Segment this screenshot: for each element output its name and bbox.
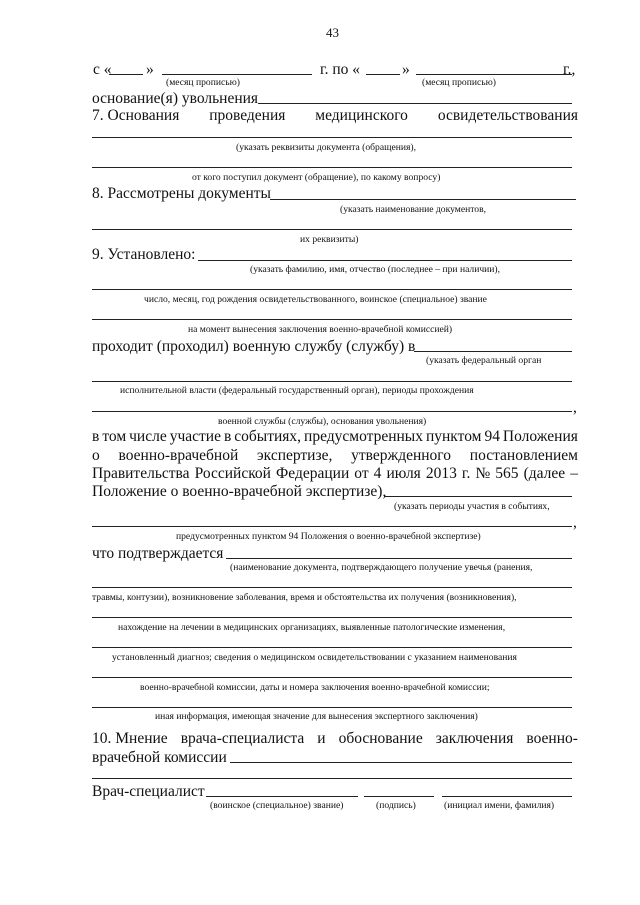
word: утвержденного	[351, 447, 452, 464]
section-10-word: военно-	[526, 730, 578, 747]
word: 2013	[425, 465, 457, 482]
word: Правительства	[92, 465, 190, 482]
hint-month-right: (месяц прописью)	[422, 77, 496, 88]
section-7-hint-2: от кого поступил документ (обращение), по какому вопросу)	[192, 172, 441, 183]
section-9-line-6	[92, 526, 572, 527]
section-9-hint-2: число, месяц, год рождения освидетельствованного, воинское (специальное) звание	[144, 294, 487, 305]
day-blank-2	[366, 74, 400, 75]
section-9-hint-14: иная информация, имеющая значение для вынесения экспертного заключения)	[155, 711, 478, 722]
period-from-close: »	[146, 61, 154, 78]
dismissal-basis-line	[258, 103, 572, 104]
section-8-hint-2: их реквизиты)	[300, 234, 359, 245]
section-9-line-8	[92, 617, 572, 618]
word: пунктом	[425, 428, 482, 445]
section-9-hint-5: исполнительной власти (федеральный государственный орган), периоды прохождения	[120, 385, 474, 396]
word: в	[92, 428, 100, 445]
hint-sign: (подпись)	[376, 800, 416, 811]
word: Федерации	[276, 465, 350, 482]
section-9-hint-10: травмы, контузии), возникновение заболевания, время и обстоятельства их получения (возникновения),	[92, 592, 517, 603]
section-9-line-4	[92, 381, 572, 382]
section-9-hint-12: установленный диагноз; сведения о медицинском освидетельствовании с указанием наименования	[112, 652, 517, 663]
word: участие	[169, 428, 221, 445]
hint-month-left: (месяц прописью)	[166, 77, 240, 88]
section-10-answer-line-2	[92, 778, 572, 779]
year-suffix: г.,	[563, 61, 576, 78]
section-9-hint-13: военно-врачебной комиссии, даты и номера заключения военно-врачебной комиссии;	[140, 682, 490, 693]
section-7-word: медицинского	[315, 107, 408, 124]
word: о	[92, 447, 100, 464]
word: 4	[373, 465, 382, 482]
paragraph-line-1	[92, 429, 578, 445]
section-9-line-9	[92, 647, 572, 648]
section-10-word: и	[317, 730, 326, 747]
section-10-word: врача-специалиста	[180, 730, 305, 747]
signature-label: Врач-специалист	[92, 783, 205, 800]
section-9-line-7	[92, 587, 572, 588]
section-9-line-2	[92, 289, 572, 290]
word: июля	[386, 465, 421, 482]
section-8-line-1	[270, 199, 576, 200]
section-9-hint-3: на момент вынесения заключения военно-врачебной комиссией)	[188, 324, 453, 335]
section-9-line-5	[92, 411, 572, 412]
section-9-line-10	[92, 677, 572, 678]
comma-2: ,	[573, 514, 577, 531]
period-to-close: »	[402, 61, 410, 78]
word: 94	[484, 428, 500, 445]
section-10-heading	[92, 731, 578, 747]
section-8-line-2	[92, 229, 572, 230]
sign-line	[364, 796, 434, 797]
section-10-line-2: врачебной комиссии	[92, 749, 227, 766]
month-blank-2	[416, 74, 572, 75]
section-8-hint-1: (указать наименование документов,	[340, 204, 487, 215]
section-9-hint-4: (указать федеральный орган	[426, 355, 542, 366]
section-9-hint-8: предусмотренных пунктом 94 Положения о военно-врачебной экспертизе)	[176, 531, 481, 542]
section-7-word: проведения	[209, 107, 286, 124]
word: (далее	[523, 465, 566, 482]
section-7-line-2	[92, 167, 572, 168]
page-number: 43	[326, 25, 339, 40]
section-8-label: 8. Рассмотрены документы	[92, 185, 271, 202]
section-7-heading	[92, 108, 578, 124]
word: №	[475, 465, 491, 482]
word: числе	[129, 428, 167, 445]
word: том	[102, 428, 127, 445]
section-9-line-3	[92, 319, 572, 320]
periods-line	[384, 496, 572, 497]
word: г.	[461, 465, 471, 482]
word: –	[570, 465, 578, 482]
month-blank-1	[162, 74, 312, 75]
word: постановлением	[469, 447, 578, 464]
word: 565	[495, 465, 519, 482]
word: событиях,	[234, 428, 302, 445]
day-blank	[109, 74, 143, 75]
section-9-line-1	[198, 260, 572, 261]
rank-line	[206, 796, 358, 797]
paragraph-line-3	[92, 466, 578, 482]
period-from-label: с «	[93, 61, 112, 78]
service-line	[414, 351, 572, 352]
dismissal-basis-label: основание(я) увольнения	[92, 90, 259, 107]
paragraph-line-4: Положение о военно-врачебной экспертизе),	[92, 483, 387, 500]
section-10-word: заключения	[435, 730, 514, 747]
section-9-hint-7: (указать периоды участия в событиях,	[394, 501, 550, 512]
name-line	[442, 796, 572, 797]
section-9-hint-6: военной службы (службы), основания увольнения)	[218, 416, 427, 427]
word: предусмотренных	[304, 428, 423, 445]
hint-name: (инициал имени, фамилия)	[444, 800, 555, 811]
section-9-label: 9. Установлено:	[92, 246, 196, 263]
confirmed-label: что подтверждается	[92, 545, 224, 562]
section-10-word: обоснование	[338, 730, 423, 747]
section-7-word: 7. Основания	[92, 107, 180, 124]
section-9-hint-1: (указать фамилию, имя, отчество (последнее – при наличии),	[250, 264, 501, 275]
section-10-word: 10. Мнение	[92, 730, 168, 747]
section-7-word: освидетельствования	[437, 107, 578, 124]
paragraph-line-2	[92, 448, 578, 464]
period-to-label: г. по «	[320, 61, 361, 78]
section-7-line-1	[92, 137, 572, 138]
service-label: проходит (проходил) военную службу (службу) в	[92, 338, 416, 355]
section-9-line-11	[92, 707, 572, 708]
word: Положения	[502, 428, 578, 445]
section-9-hint-11: нахождение на лечении в медицинских организациях, выявленные патологические изменения,	[118, 622, 506, 633]
section-9-hint-9: (наименование документа, подтверждающего получение увечья (ранения,	[230, 562, 533, 573]
confirmed-line	[226, 558, 572, 559]
hint-rank: (воинское (специальное) звание)	[210, 800, 344, 811]
section-7-hint-1: (указать реквизиты документа (обращения),	[236, 142, 417, 153]
word: экспертизе,	[257, 447, 333, 464]
word: в	[223, 428, 232, 445]
comma-1: ,	[573, 399, 577, 416]
section-10-answer-line-1	[230, 762, 572, 763]
word: от	[354, 465, 369, 482]
word: военно-врачебной	[118, 447, 239, 464]
word: Российской	[194, 465, 271, 482]
